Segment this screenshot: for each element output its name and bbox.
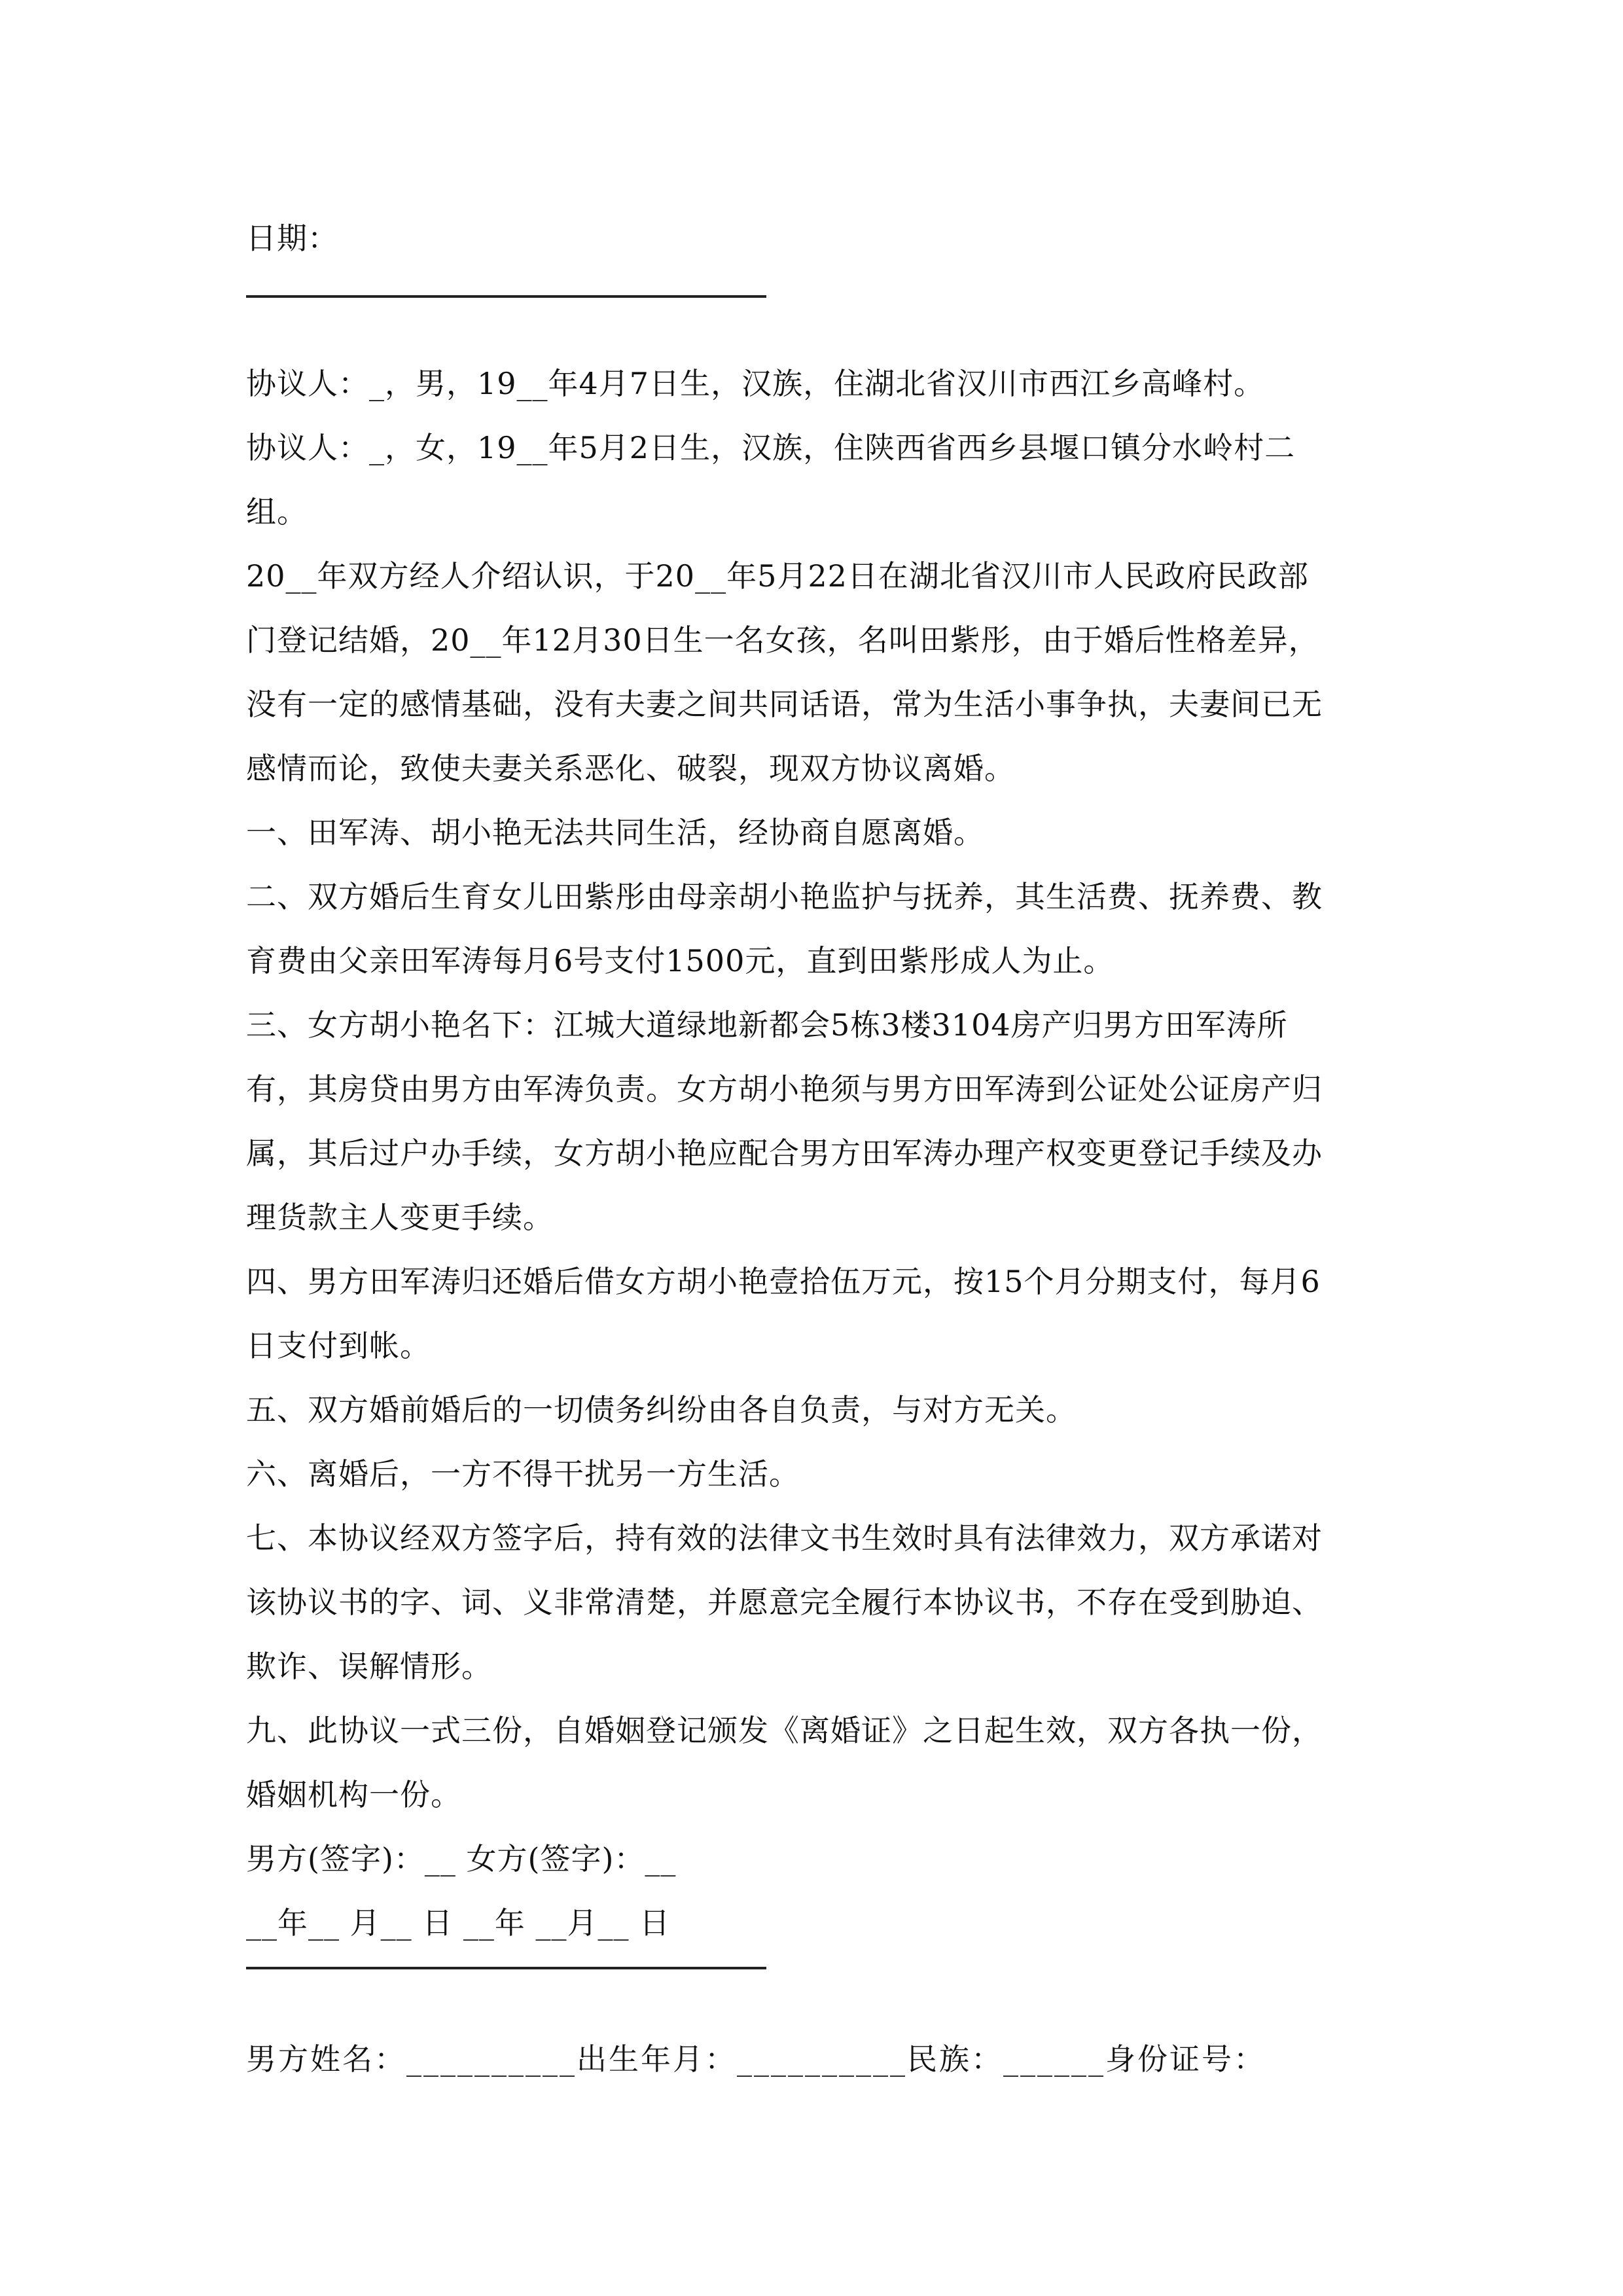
paragraph-line: 门登记结婚，20__年12月30日生一名女孩，名叫田紫彤，由于婚后性格差异， bbox=[246, 622, 1319, 658]
bottom-divider bbox=[246, 1967, 766, 1969]
clause-line: 二、双方婚后生育女儿田紫彤由母亲胡小艳监护与抚养，其生活费、抚养费、教 bbox=[246, 879, 1323, 914]
clause-line: 欺诈、误解情形。 bbox=[246, 1649, 492, 1684]
clause-line: 五、双方婚前婚后的一切债务纠纷由各自负责，与对方无关。 bbox=[246, 1392, 1077, 1427]
clause-line: 六、离婚后，一方不得干扰另一方生活。 bbox=[246, 1456, 800, 1492]
clause-line: 婚姻机构一份。 bbox=[246, 1777, 461, 1812]
clause-line: 该协议书的字、词、义非常清楚，并愿意完全履行本协议书，不存在受到胁迫、 bbox=[246, 1585, 1323, 1620]
clause-line: 理货款主人变更手续。 bbox=[246, 1200, 554, 1235]
top-divider bbox=[246, 295, 766, 298]
clause-line: 属，其后过户办手续，女方胡小艳应配合男方田军涛办理产权变更登记手续及办 bbox=[246, 1136, 1323, 1171]
signature-date-line: __年__ 月__ 日 __年 __月__ 日 bbox=[246, 1905, 671, 1941]
clause-line: 育费由父亲田军涛每月6号支付1500元，直到田紫彤成人为止。 bbox=[246, 943, 1115, 978]
personal-info-line: 男方姓名：__________出生年月：__________民族：______身份证号： bbox=[246, 2041, 1266, 2077]
clause-line: 四、男方田军涛归还婚后借女方胡小艳壹拾伍万元，按15个月分期支付，每月6 bbox=[246, 1264, 1321, 1299]
clause-line: 七、本协议经双方签字后，持有效的法律文书生效时具有法律效力，双方承诺对 bbox=[246, 1520, 1323, 1556]
document-body bbox=[246, 206, 1398, 2091]
clause-line: 有，其房贷由男方由军涛负责。女方胡小艳须与男方田军涛到公证处公证房产归 bbox=[246, 1071, 1323, 1107]
clause-line: 九、此协议一式三份，自婚姻登记颁发《离婚证》之日起生效，双方各执一份， bbox=[246, 1713, 1323, 1748]
clause-line: 一、田军涛、胡小艳无法共同生活，经协商自愿离婚。 bbox=[246, 815, 984, 850]
date-label: 日期： bbox=[246, 221, 338, 256]
paragraph-line: 组。 bbox=[246, 494, 308, 529]
paragraph-line: 协议人：_，女，19__年5月2日生，汉族，住陕西省西乡县堰口镇分水岭村二 bbox=[246, 430, 1296, 465]
signature-line: 男方(签字)：__ 女方(签字)：__ bbox=[246, 1841, 677, 1876]
paragraph-line: 协议人：_，男，19__年4月7日生，汉族，住湖北省汉川市西江乡高峰村。 bbox=[246, 366, 1265, 401]
paragraph-line: 感情而论，致使夫妻关系恶化、破裂，现双方协议离婚。 bbox=[246, 751, 1015, 786]
paragraph-line: 20__年双方经人介绍认识，于20__年5月22日在湖北省汉川市人民政府民政部 bbox=[246, 558, 1309, 594]
clause-line: 日支付到帐。 bbox=[246, 1328, 431, 1363]
paragraph-line: 没有一定的感情基础，没有夫妻之间共同话语，常为生活小事争执，夫妻间已无 bbox=[246, 687, 1323, 722]
clause-line: 三、女方胡小艳名下：江城大道绿地新都会5栋3楼3104房产归男方田军涛所 bbox=[246, 1007, 1288, 1043]
